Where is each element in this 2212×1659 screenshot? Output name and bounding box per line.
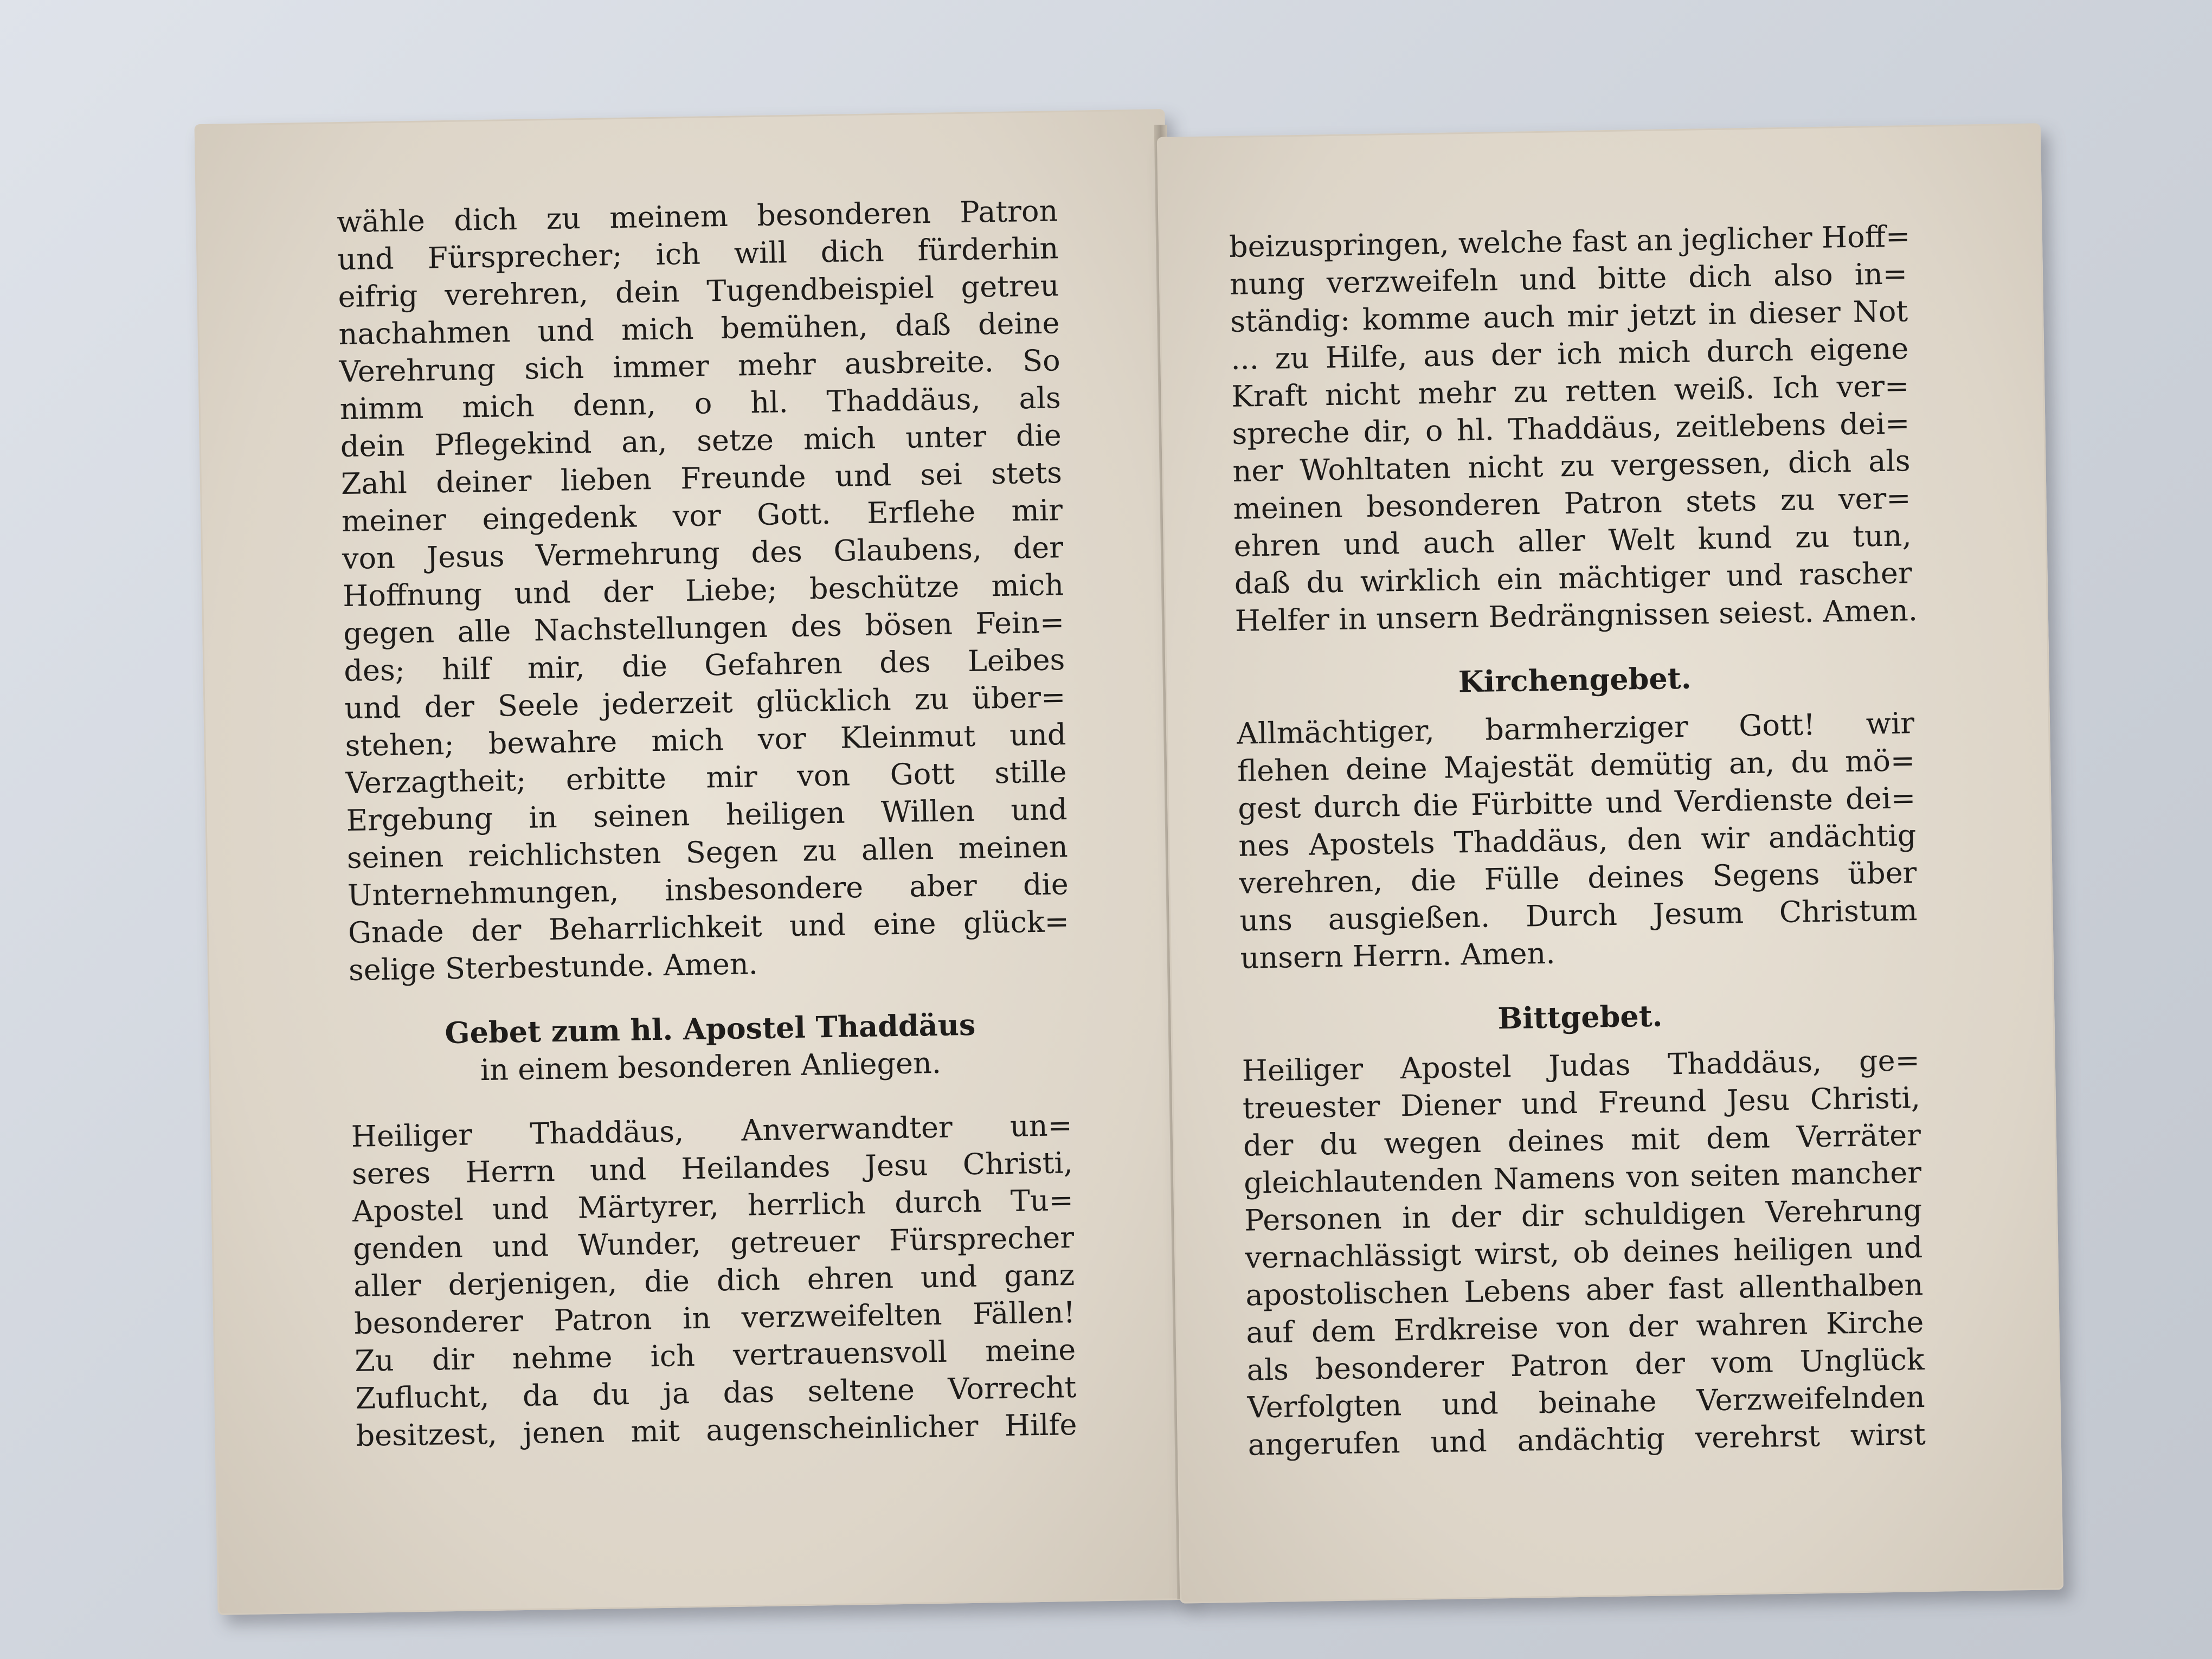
text-line: ner Wohltaten nicht zu vergessen, dich als <box>1232 443 1911 488</box>
left-page-text <box>337 192 1077 1455</box>
text-line: als besonderer Patron der vom Unglück <box>1246 1342 1925 1387</box>
text-line: besitzest, jenen mit augenscheinlicher Hilfe <box>356 1407 1077 1453</box>
text-line: nimm mich denn, o hl. Thaddäus, als <box>339 381 1062 427</box>
right-paragraph-2 <box>1237 704 1918 977</box>
text-line: Ergebung in seinen heiligen Willen und <box>346 792 1068 838</box>
text-line: aller derjenigen, die dich ehren und ganz <box>353 1257 1075 1303</box>
text-line: gleichlautenden Namens von seiten mancher <box>1243 1155 1922 1200</box>
right-paragraph-1 <box>1229 217 1918 640</box>
text-line: Hoffnung und der Liebe; beschütze mich <box>342 568 1064 614</box>
right-paragraph-3 <box>1242 1041 1926 1464</box>
text-line: Zuflucht, da du ja das seltene Vorrecht <box>355 1369 1077 1416</box>
right-page <box>1157 123 2063 1603</box>
text-line: Heiliger Apostel Judas Thaddäus, ge= <box>1242 1043 1920 1088</box>
left-page <box>195 109 1188 1615</box>
text-line: apostolischen Lebens aber fast allenthalben <box>1245 1268 1924 1313</box>
text-line: Verfolgten und beinahe Verzweifelnden <box>1247 1380 1926 1425</box>
bittgebet-heading: Bittgebet. <box>1497 998 1663 1036</box>
text-line: uns ausgießen. Durch Jesum Christum <box>1239 893 1918 938</box>
text-line: und der Seele jederzeit glücklich zu über= <box>344 680 1066 726</box>
text-line: unsern Herrn. Amen. <box>1240 936 1555 975</box>
text-line: flehen deine Majestät demütig an, du mö= <box>1237 743 1915 788</box>
kirchengebet-heading: Kirchengebet. <box>1458 660 1692 699</box>
text-line: meinen besonderen Patron stets zu ver= <box>1233 481 1911 526</box>
text-line: wähle dich zu meinem besonderen Patron <box>336 194 1058 240</box>
text-line: Gnade der Beharrlichkeit und eine glück= <box>348 904 1070 950</box>
text-line: stehen; bewahre mich vor Kleinmut und <box>345 717 1066 763</box>
text-line: gest durch die Fürbitte und Verdienste dei= <box>1237 781 1916 826</box>
text-line: verehren, die Fülle deines Segens über <box>1238 856 1917 901</box>
text-line: auf dem Erdkreise von der wahren Kirche <box>1246 1305 1924 1350</box>
prayer-heading: Gebet zum hl. Apostel Thaddäus <box>444 1007 976 1051</box>
text-line: spreche dir, o hl. Thaddäus, zeitlebens dei= <box>1231 406 1910 451</box>
text-line: genden und Wunder, getreuer Fürsprecher <box>352 1220 1075 1266</box>
text-line: der du wegen deines mit dem Verräter <box>1243 1118 1921 1163</box>
left-paragraph-2 <box>351 1107 1077 1455</box>
text-line: Verehrung sich immer mehr ausbreite. So <box>339 343 1061 389</box>
text-line: seinen reichlichsten Segen zu allen meinen <box>346 829 1069 875</box>
text-line: Heiliger Thaddäus, Anverwandter un= <box>351 1108 1073 1154</box>
text-line: Allmächtiger, barmherziger Gott! wir <box>1236 706 1915 751</box>
text-line: Kraft nicht mehr zu retten weiß. Ich ver= <box>1231 369 1909 414</box>
text-line: ständig: komme auch mir jetzt in dieser Not <box>1230 294 1908 339</box>
prayer-subheading: in einem besonderen Anliegen. <box>480 1045 942 1088</box>
text-line: vernachlässigt wirst, ob deines heiligen und <box>1244 1230 1923 1275</box>
text-line: selige Sterbestunde. Amen. <box>348 947 758 987</box>
text-line: von Jesus Vermehrung des Glaubens, der <box>342 530 1064 576</box>
text-line: beizuspringen, welche fast an jeglicher Hoff= <box>1229 219 1911 264</box>
text-line: Personen in der dir schuldigen Verehrung <box>1244 1193 1922 1238</box>
right-page-text <box>1229 217 1926 1463</box>
text-line: treuester Diener und Freund Jesu Christi, <box>1242 1081 1921 1126</box>
text-line: und Fürsprecher; ich will dich fürderhin <box>337 231 1059 277</box>
text-line: eifrig verehren, dein Tugendbeispiel getreu <box>338 268 1059 314</box>
text-line: ... zu Hilfe, aus der ich mich durch eigene <box>1230 331 1909 376</box>
text-line: Zu dir nehme ich vertrauensvoll meine <box>354 1332 1076 1378</box>
left-paragraph-1 <box>337 192 1070 989</box>
text-line: seres Herrn und Heilandes Jesu Christi, <box>351 1146 1073 1191</box>
text-line: Zahl deiner lieben Freunde und sei stets <box>340 455 1063 501</box>
text-line: Helfer in unsern Bedrängnissen seiest. Amen. <box>1234 593 1918 638</box>
text-line: Unternehmungen, insbesondere aber die <box>347 867 1069 912</box>
text-line: des; hilf mir, die Gefahren des Leibes <box>343 642 1065 689</box>
text-line: daß du wirklich ein mächtiger und rascher <box>1234 556 1913 601</box>
text-line: angerufen und andächtig verehrst wirst <box>1248 1417 1926 1462</box>
text-line: nachahmen und mich bemühen, daß deine <box>338 306 1060 352</box>
text-line: besonderer Patron in verzweifelten Fällen! <box>353 1295 1076 1341</box>
text-line: nung verzweifeln und bitte dich also in= <box>1229 256 1908 301</box>
text-line: Verzagtheit; erbitte mir von Gott stille <box>345 755 1067 800</box>
text-line: gegen alle Nachstellungen des bösen Fein= <box>343 605 1065 651</box>
text-line: dein Pflegekind an, setze mich unter die <box>340 418 1062 464</box>
text-line: meiner eingedenk vor Gott. Erflehe mir <box>341 493 1063 539</box>
text-line: ehren und auch aller Welt kund zu tun, <box>1233 518 1912 563</box>
text-line: nes Apostels Thaddäus, den wir andächtig <box>1238 818 1917 863</box>
text-line: Apostel und Märtyrer, herrlich durch Tu= <box>352 1183 1074 1229</box>
